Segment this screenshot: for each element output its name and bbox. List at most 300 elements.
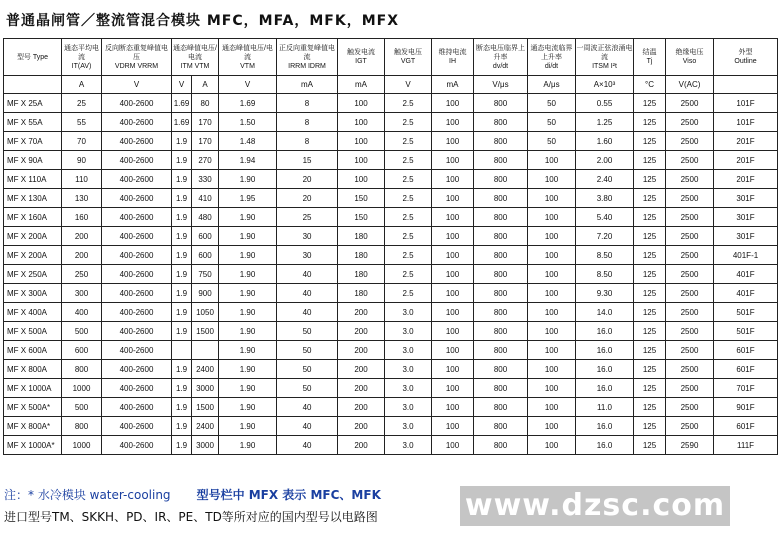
table-row xyxy=(4,322,778,341)
table-cell: 800 xyxy=(474,303,528,322)
table-cell: 2.5 xyxy=(385,189,432,208)
model-cell: MF X 70A xyxy=(4,132,62,151)
table-cell: 2.5 xyxy=(385,94,432,113)
table-cell: 400-2600 xyxy=(102,284,172,303)
table-cell: 1.90 xyxy=(219,208,277,227)
table-cell: 2500 xyxy=(666,303,714,322)
table-cell: 500 xyxy=(62,322,102,341)
model-cell: MF X 250A xyxy=(4,265,62,284)
table-row xyxy=(4,379,778,398)
unit-cell: V xyxy=(102,76,172,94)
table-cell: 1.48 xyxy=(219,132,277,151)
table-cell: 200 xyxy=(338,341,385,360)
table-cell: 16.0 xyxy=(576,360,634,379)
table-cell: 3.0 xyxy=(385,379,432,398)
header-peak-voltage-current: 通态峰值电压/电流 ITM VTM xyxy=(172,39,219,76)
table-cell: 800 xyxy=(474,360,528,379)
table-cell: 1.90 xyxy=(219,322,277,341)
table-cell: 1.90 xyxy=(219,303,277,322)
table-cell: 100 xyxy=(528,341,576,360)
table-cell: 1.9 xyxy=(172,189,192,208)
header-type: 型号 Type xyxy=(4,39,62,76)
spec-table xyxy=(3,38,778,455)
table-cell: 100 xyxy=(432,360,474,379)
note-model-description: 型号栏中 MFX 表示 MFC、MFK xyxy=(196,488,381,502)
table-cell: 101F xyxy=(714,94,778,113)
table-cell: 100 xyxy=(432,341,474,360)
table-row xyxy=(4,284,778,303)
table-cell: 8.50 xyxy=(576,265,634,284)
table-cell: 2500 xyxy=(666,417,714,436)
table-cell: 16.0 xyxy=(576,379,634,398)
table-cell: 1.9 xyxy=(172,322,192,341)
table-cell: 2500 xyxy=(666,170,714,189)
table-cell: 2500 xyxy=(666,341,714,360)
table-row xyxy=(4,265,778,284)
table-cell: 2500 xyxy=(666,113,714,132)
unit-cell: °C xyxy=(634,76,666,94)
table-cell: 111F xyxy=(714,436,778,455)
table-cell: 1500 xyxy=(192,398,219,417)
table-cell: 800 xyxy=(474,398,528,417)
table-cell: 800 xyxy=(474,227,528,246)
table-cell: 800 xyxy=(474,379,528,398)
table-cell: 1.9 xyxy=(172,398,192,417)
table-cell: 100 xyxy=(528,265,576,284)
table-cell: 16.0 xyxy=(576,436,634,455)
model-cell: MF X 1000A xyxy=(4,379,62,398)
table-cell: 100 xyxy=(432,246,474,265)
table-cell: 2.40 xyxy=(576,170,634,189)
table-cell: 50 xyxy=(277,322,338,341)
table-cell: 600 xyxy=(192,227,219,246)
table-cell: 601F xyxy=(714,417,778,436)
table-row xyxy=(4,227,778,246)
table-cell: 70 xyxy=(62,132,102,151)
site-watermark: www.dzsc.com xyxy=(460,486,730,526)
table-cell: 2500 xyxy=(666,265,714,284)
table-cell: 100 xyxy=(432,398,474,417)
table-cell: 100 xyxy=(432,227,474,246)
unit-cell: A/μs xyxy=(528,76,576,94)
table-cell: 100 xyxy=(528,189,576,208)
table-cell: 501F xyxy=(714,303,778,322)
table-cell: 1050 xyxy=(192,303,219,322)
table-row xyxy=(4,417,778,436)
unit-cell: V xyxy=(172,76,192,94)
table-cell: 1.9 xyxy=(172,208,192,227)
table-cell: 200 xyxy=(338,379,385,398)
table-cell: 100 xyxy=(432,132,474,151)
table-cell: 2400 xyxy=(192,417,219,436)
model-cell: MF X 25A xyxy=(4,94,62,113)
table-cell: 3.0 xyxy=(385,341,432,360)
table-cell: 14.0 xyxy=(576,303,634,322)
table-cell: 800 xyxy=(474,284,528,303)
table-cell: 1.90 xyxy=(219,417,277,436)
table-cell: 25 xyxy=(62,94,102,113)
table-cell: 800 xyxy=(474,341,528,360)
table-cell: 3.80 xyxy=(576,189,634,208)
table-row xyxy=(4,303,778,322)
table-cell: 8 xyxy=(277,132,338,151)
table-cell: 800 xyxy=(474,170,528,189)
model-cell: MF X 300A xyxy=(4,284,62,303)
table-row xyxy=(4,398,778,417)
table-cell: 800 xyxy=(474,246,528,265)
table-cell: 400-2600 xyxy=(102,436,172,455)
table-cell: 100 xyxy=(432,151,474,170)
table-cell: 2590 xyxy=(666,436,714,455)
table-cell: 2500 xyxy=(666,227,714,246)
table-cell: 3.0 xyxy=(385,417,432,436)
table-cell: 100 xyxy=(528,436,576,455)
table-cell: 2.00 xyxy=(576,151,634,170)
table-cell: 3.0 xyxy=(385,436,432,455)
table-cell: 400-2600 xyxy=(102,94,172,113)
table-cell: 3.0 xyxy=(385,398,432,417)
table-cell: 3.0 xyxy=(385,322,432,341)
table-row xyxy=(4,170,778,189)
table-row xyxy=(4,189,778,208)
table-cell: 11.0 xyxy=(576,398,634,417)
table-cell: 8 xyxy=(277,94,338,113)
table-cell: 2.5 xyxy=(385,227,432,246)
table-cell: 125 xyxy=(634,417,666,436)
table-cell: 50 xyxy=(277,341,338,360)
model-cell: MF X 600A xyxy=(4,341,62,360)
table-cell: 1.69 xyxy=(172,113,192,132)
table-cell: 1.9 xyxy=(172,265,192,284)
unit-cell: V/μs xyxy=(474,76,528,94)
table-cell: 15 xyxy=(277,151,338,170)
table-cell: 100 xyxy=(432,303,474,322)
table-cell: 200 xyxy=(338,436,385,455)
table-cell: 160 xyxy=(62,208,102,227)
table-cell: 201F xyxy=(714,170,778,189)
table-cell: 1.90 xyxy=(219,398,277,417)
table-cell: 5.40 xyxy=(576,208,634,227)
table-cell: 100 xyxy=(528,303,576,322)
table-cell: 16.0 xyxy=(576,322,634,341)
table-cell: 200 xyxy=(338,322,385,341)
unit-cell: mA xyxy=(277,76,338,94)
table-cell: 125 xyxy=(634,208,666,227)
table-cell: 125 xyxy=(634,189,666,208)
table-cell: 125 xyxy=(634,227,666,246)
table-cell: 400-2600 xyxy=(102,170,172,189)
table-cell: 1.9 xyxy=(172,379,192,398)
table-cell: 100 xyxy=(528,284,576,303)
import-model-note: 进口型号TM、SKKH、PD、IR、PE、TD等所对应的国内型号以电路图 xyxy=(4,510,378,524)
table-cell: 130 xyxy=(62,189,102,208)
table-cell: 9.30 xyxy=(576,284,634,303)
header-gate-trigger-voltage: 触发电压 VGT xyxy=(385,39,432,76)
table-cell: 400-2600 xyxy=(102,227,172,246)
table-cell: 701F xyxy=(714,379,778,398)
table-cell: 180 xyxy=(338,227,385,246)
table-cell: 800 xyxy=(474,265,528,284)
table-cell: 250 xyxy=(62,265,102,284)
table-cell: 200 xyxy=(338,360,385,379)
table-cell: 2.5 xyxy=(385,113,432,132)
unit-cell: mA xyxy=(338,76,385,94)
table-cell: 125 xyxy=(634,132,666,151)
table-cell: 40 xyxy=(277,303,338,322)
table-cell: 2500 xyxy=(666,132,714,151)
unit-cell: V(AC) xyxy=(666,76,714,94)
table-cell: 800 xyxy=(474,208,528,227)
model-cell: MF X 200A xyxy=(4,227,62,246)
table-cell: 50 xyxy=(277,360,338,379)
model-cell: MF X 400A xyxy=(4,303,62,322)
table-cell: 101F xyxy=(714,113,778,132)
table-cell: 50 xyxy=(528,94,576,113)
unit-cell: A xyxy=(192,76,219,94)
table-cell: 16.0 xyxy=(576,341,634,360)
table-cell: 800 xyxy=(474,151,528,170)
table-cell: 301F xyxy=(714,189,778,208)
table-cell: 40 xyxy=(277,284,338,303)
table-cell: 400-2600 xyxy=(102,132,172,151)
table-cell: 750 xyxy=(192,265,219,284)
table-cell: 125 xyxy=(634,303,666,322)
table-cell: 2500 xyxy=(666,322,714,341)
table-cell: 1.90 xyxy=(219,360,277,379)
table-row xyxy=(4,360,778,379)
header-dvdt: 断态电压临界上升率 dv/dt xyxy=(474,39,528,76)
table-cell: 100 xyxy=(432,417,474,436)
table-cell: 100 xyxy=(528,417,576,436)
table-cell: 2.5 xyxy=(385,284,432,303)
table-cell: 800 xyxy=(474,113,528,132)
table-cell: 2.5 xyxy=(385,208,432,227)
table-cell: 1.69 xyxy=(219,94,277,113)
table-cell: 100 xyxy=(528,151,576,170)
model-cell: MF X 130A xyxy=(4,189,62,208)
table-cell: 800 xyxy=(62,360,102,379)
unit-cell: A×10³ xyxy=(576,76,634,94)
table-cell: 40 xyxy=(277,417,338,436)
header-outline: 外型 Outline xyxy=(714,39,778,76)
table-cell: 50 xyxy=(528,113,576,132)
table-cell: 1.94 xyxy=(219,151,277,170)
table-cell xyxy=(192,341,219,360)
table-cell: 200 xyxy=(62,227,102,246)
table-cell: 40 xyxy=(277,436,338,455)
table-cell: 2500 xyxy=(666,151,714,170)
header-repetitive-voltage: 反向断态重复峰值电压 VDRM VRRM xyxy=(102,39,172,76)
table-cell: 0.55 xyxy=(576,94,634,113)
table-row xyxy=(4,94,778,113)
table-cell xyxy=(172,341,192,360)
model-cell: MF X 110A xyxy=(4,170,62,189)
table-cell: 400-2600 xyxy=(102,379,172,398)
table-cell: 100 xyxy=(432,189,474,208)
note-water-cooling: 注：* 水冷模块 water-cooling xyxy=(4,488,171,502)
header-junction-temp: 结温 Tj xyxy=(634,39,666,76)
table-cell: 100 xyxy=(432,265,474,284)
table-cell: 901F xyxy=(714,398,778,417)
table-cell: 150 xyxy=(338,189,385,208)
table-cell: 1.90 xyxy=(219,246,277,265)
table-cell: 170 xyxy=(192,113,219,132)
table-row xyxy=(4,113,778,132)
table-cell: 501F xyxy=(714,322,778,341)
table-cell: 800 xyxy=(62,417,102,436)
units-row xyxy=(4,76,778,94)
table-cell: 100 xyxy=(338,113,385,132)
table-cell: 3000 xyxy=(192,379,219,398)
table-cell: 800 xyxy=(474,436,528,455)
table-cell: 601F xyxy=(714,360,778,379)
table-cell: 3.0 xyxy=(385,303,432,322)
header-didt: 通态电流临界上升率 di/dt xyxy=(528,39,576,76)
table-cell: 100 xyxy=(432,379,474,398)
table-cell: 2.5 xyxy=(385,170,432,189)
page-title: 普通晶闸管／整流管混合模块 MFC，MFA，MFK，MFX xyxy=(6,13,399,29)
table-cell: 270 xyxy=(192,151,219,170)
table-cell: 100 xyxy=(432,113,474,132)
model-cell: MF X 800A* xyxy=(4,417,62,436)
table-cell: 2500 xyxy=(666,246,714,265)
table-cell: 100 xyxy=(528,322,576,341)
model-cell: MF X 160A xyxy=(4,208,62,227)
table-cell: 100 xyxy=(528,208,576,227)
model-cell: MF X 55A xyxy=(4,113,62,132)
table-cell: 100 xyxy=(528,379,576,398)
table-cell: 301F xyxy=(714,208,778,227)
table-cell: 1.9 xyxy=(172,360,192,379)
table-cell: 200 xyxy=(338,398,385,417)
table-cell: 30 xyxy=(277,227,338,246)
unit-cell xyxy=(714,76,778,94)
header-isolation-voltage: 绝缘电压 Viso xyxy=(666,39,714,76)
table-cell: 125 xyxy=(634,246,666,265)
unit-cell: V xyxy=(219,76,277,94)
spec-table-container xyxy=(3,38,759,455)
table-cell: 3.0 xyxy=(385,360,432,379)
table-cell: 55 xyxy=(62,113,102,132)
table-cell: 1000 xyxy=(62,436,102,455)
table-cell: 100 xyxy=(528,360,576,379)
table-cell: 800 xyxy=(474,322,528,341)
water-cooling-note xyxy=(4,486,381,503)
table-cell: 100 xyxy=(432,94,474,113)
table-cell: 40 xyxy=(277,398,338,417)
header-row xyxy=(4,39,778,76)
table-cell: 400-2600 xyxy=(102,303,172,322)
table-cell: 200 xyxy=(338,417,385,436)
table-cell: 1.90 xyxy=(219,170,277,189)
table-cell: 125 xyxy=(634,151,666,170)
table-cell: 1000 xyxy=(62,379,102,398)
table-cell: 400-2600 xyxy=(102,189,172,208)
table-cell: 100 xyxy=(432,208,474,227)
table-cell: 600 xyxy=(62,341,102,360)
table-cell: 200 xyxy=(338,303,385,322)
table-cell: 1.90 xyxy=(219,341,277,360)
unit-cell xyxy=(4,76,62,94)
table-cell: 1.9 xyxy=(172,227,192,246)
table-cell: 2.5 xyxy=(385,151,432,170)
table-cell: 2500 xyxy=(666,360,714,379)
table-cell: 480 xyxy=(192,208,219,227)
table-cell: 125 xyxy=(634,360,666,379)
table-cell: 150 xyxy=(338,208,385,227)
table-cell: 1.9 xyxy=(172,151,192,170)
table-row xyxy=(4,246,778,265)
header-gate-trigger-current: 触发电流 IGT xyxy=(338,39,385,76)
header-surge-current: 一周波正弦浪涌电流 ITSM I²t xyxy=(576,39,634,76)
table-cell: 1.90 xyxy=(219,265,277,284)
table-cell: 400-2600 xyxy=(102,417,172,436)
table-cell: 401F xyxy=(714,284,778,303)
model-cell: MF X 1000A* xyxy=(4,436,62,455)
header-peak-voltage: 通态峰值电压/电流 VTM xyxy=(219,39,277,76)
table-cell: 7.20 xyxy=(576,227,634,246)
table-cell: 900 xyxy=(192,284,219,303)
table-row xyxy=(4,151,778,170)
table-cell: 400-2600 xyxy=(102,265,172,284)
table-cell: 400-2600 xyxy=(102,360,172,379)
table-cell: 400-2600 xyxy=(102,208,172,227)
table-cell: 8 xyxy=(277,113,338,132)
model-cell: MF X 800A xyxy=(4,360,62,379)
table-row xyxy=(4,341,778,360)
table-cell: 400-2600 xyxy=(102,341,172,360)
table-cell: 200 xyxy=(62,246,102,265)
table-cell: 80 xyxy=(192,94,219,113)
table-cell: 2500 xyxy=(666,284,714,303)
table-cell: 100 xyxy=(338,170,385,189)
table-cell: 3000 xyxy=(192,436,219,455)
table-cell: 2500 xyxy=(666,208,714,227)
table-cell: 125 xyxy=(634,341,666,360)
table-cell: 2.5 xyxy=(385,246,432,265)
header-holding-current: 维持电流 IH xyxy=(432,39,474,76)
table-cell: 300 xyxy=(62,284,102,303)
table-cell: 1500 xyxy=(192,322,219,341)
table-cell: 201F xyxy=(714,151,778,170)
table-cell: 2.5 xyxy=(385,265,432,284)
table-cell: 401F xyxy=(714,265,778,284)
table-cell: 100 xyxy=(528,246,576,265)
table-cell: 1.69 xyxy=(172,94,192,113)
table-cell: 100 xyxy=(528,227,576,246)
table-cell: 30 xyxy=(277,246,338,265)
table-cell: 400-2600 xyxy=(102,398,172,417)
header-avg-current: 通态平均电流 IT(AV) xyxy=(62,39,102,76)
table-cell: 125 xyxy=(634,94,666,113)
model-cell: MF X 90A xyxy=(4,151,62,170)
table-cell: 400-2600 xyxy=(102,151,172,170)
table-cell: 1.60 xyxy=(576,132,634,151)
table-cell: 125 xyxy=(634,398,666,417)
table-cell: 170 xyxy=(192,132,219,151)
table-cell: 400-2600 xyxy=(102,113,172,132)
table-cell: 401F-1 xyxy=(714,246,778,265)
table-cell: 16.0 xyxy=(576,417,634,436)
table-cell: 100 xyxy=(338,94,385,113)
table-row xyxy=(4,436,778,455)
table-cell: 201F xyxy=(714,132,778,151)
table-cell: 1.9 xyxy=(172,417,192,436)
table-cell: 1.9 xyxy=(172,170,192,189)
table-cell: 330 xyxy=(192,170,219,189)
table-cell: 1.25 xyxy=(576,113,634,132)
table-cell: 125 xyxy=(634,113,666,132)
